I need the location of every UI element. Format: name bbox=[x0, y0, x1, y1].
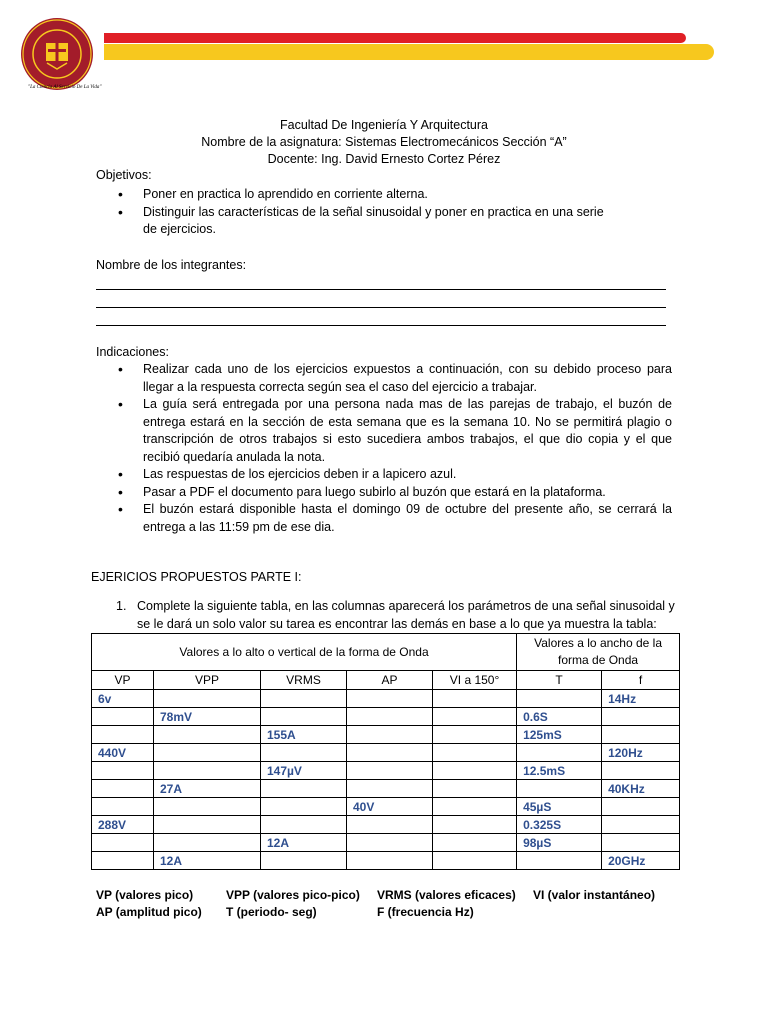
table-cell: 78mV bbox=[154, 708, 261, 726]
table-cell: 14Hz bbox=[602, 690, 680, 708]
table-cell: 12A bbox=[154, 852, 261, 870]
column-header: VPP bbox=[154, 671, 261, 690]
table-cell bbox=[347, 852, 433, 870]
legend-vi: VI (valor instantáneo) bbox=[533, 888, 656, 902]
column-header-row bbox=[92, 671, 680, 690]
group-horizontal-header: Valores a lo ancho de la forma de Onda bbox=[517, 634, 680, 671]
column-header: VRMS bbox=[261, 671, 347, 690]
table-cell: 98µS bbox=[517, 834, 602, 852]
table-cell bbox=[433, 816, 517, 834]
legend-t: T (periodo- seg) bbox=[226, 905, 317, 919]
table-cell bbox=[433, 708, 517, 726]
table-row bbox=[92, 834, 680, 852]
course-title: Nombre de la asignatura: Sistemas Electromecánicos Sección “A” bbox=[201, 135, 567, 149]
table-cell: 12.5mS bbox=[517, 762, 602, 780]
question-number: 1. bbox=[116, 599, 127, 613]
table-row bbox=[92, 726, 680, 744]
members-title: Nombre de los integrantes: bbox=[96, 258, 247, 272]
column-header: VP bbox=[92, 671, 154, 690]
table-row bbox=[92, 762, 680, 780]
table-cell bbox=[92, 780, 154, 798]
table-cell bbox=[433, 852, 517, 870]
table-cell: 440V bbox=[92, 744, 154, 762]
list-item: • Las respuestas de los ejercicios deben ir a lapicero azul. bbox=[118, 466, 672, 484]
table-cell: 45µS bbox=[517, 798, 602, 816]
objectives-list bbox=[118, 186, 618, 239]
table-cell bbox=[154, 744, 261, 762]
table-cell bbox=[261, 852, 347, 870]
table-cell bbox=[517, 690, 602, 708]
table-cell bbox=[154, 690, 261, 708]
table-row bbox=[92, 780, 680, 798]
column-header: AP bbox=[347, 671, 433, 690]
table-cell bbox=[154, 762, 261, 780]
list-item: • La guía será entregada por una persona nada mas de las parejas de trabajo, el buzón de entrega estará en la sección de esta semana que es la semana 10. No se permitirá plagio o transcripción de otros trabajos si esto sucediera ambos trabajos, el que dio copia y el que recibió quedaría anulada la nota. bbox=[118, 396, 672, 466]
table-cell: 288V bbox=[92, 816, 154, 834]
table-cell: 40V bbox=[347, 798, 433, 816]
table-cell: 147µV bbox=[261, 762, 347, 780]
table-cell: 6v bbox=[92, 690, 154, 708]
table-cell bbox=[347, 690, 433, 708]
table-cell: 155A bbox=[261, 726, 347, 744]
table-cell bbox=[517, 852, 602, 870]
table-cell bbox=[602, 798, 680, 816]
table-row bbox=[92, 744, 680, 762]
table-cell bbox=[92, 726, 154, 744]
table-cell bbox=[517, 780, 602, 798]
table-cell: 20GHz bbox=[602, 852, 680, 870]
table-cell bbox=[433, 780, 517, 798]
table-cell bbox=[433, 744, 517, 762]
instructions-list bbox=[118, 361, 672, 536]
table-cell bbox=[433, 798, 517, 816]
member-line-1 bbox=[96, 288, 666, 290]
legend-f: F (frecuencia Hz) bbox=[377, 905, 474, 919]
table-cell bbox=[347, 834, 433, 852]
table-cell bbox=[154, 834, 261, 852]
table-cell bbox=[517, 744, 602, 762]
list-item: • Realizar cada uno de los ejercicios expuestos a continuación, con su debido proceso para llegar a la respuesta correcta según sea el caso del ejercicio a trabajar. bbox=[118, 361, 672, 396]
table-row bbox=[92, 690, 680, 708]
table-cell: 120Hz bbox=[602, 744, 680, 762]
table-cell bbox=[261, 708, 347, 726]
instructions-title: Indicaciones: bbox=[96, 345, 169, 359]
table-cell bbox=[347, 816, 433, 834]
header-band-yellow bbox=[104, 44, 714, 60]
header-band-red bbox=[104, 33, 686, 43]
table-cell: 0.6S bbox=[517, 708, 602, 726]
table-cell bbox=[92, 708, 154, 726]
table-cell: 40KHz bbox=[602, 780, 680, 798]
column-header: T bbox=[517, 671, 602, 690]
table-cell bbox=[433, 690, 517, 708]
table-cell bbox=[154, 816, 261, 834]
logo-motto: "La Ciencia Al Servicio De La Vida" bbox=[28, 85, 102, 90]
list-item: • Poner en practica lo aprendido en corriente alterna. bbox=[118, 186, 618, 204]
faculty-title: Facultad De Ingeniería Y Arquitectura bbox=[279, 118, 488, 132]
university-logo bbox=[19, 16, 95, 92]
table-cell: 12A bbox=[261, 834, 347, 852]
question-1 bbox=[116, 597, 676, 633]
table-cell bbox=[602, 816, 680, 834]
table-row bbox=[92, 798, 680, 816]
table-cell bbox=[602, 762, 680, 780]
table-cell bbox=[347, 780, 433, 798]
member-line-3 bbox=[96, 324, 666, 326]
table-cell bbox=[154, 726, 261, 744]
table-cell: 125mS bbox=[517, 726, 602, 744]
table-cell bbox=[347, 762, 433, 780]
table-cell bbox=[261, 744, 347, 762]
table-cell bbox=[602, 834, 680, 852]
question-text: Complete la siguiente tabla, en las columnas aparecerá los parámetros de una señal sinusoidal y se le dará un solo valor su tarea es encontrar las demás en base a lo que ya muestra la tabla: bbox=[137, 599, 675, 631]
legend-vrms: VRMS (valores eficaces) bbox=[377, 888, 516, 902]
legend-vp: VP (valores pico) bbox=[96, 888, 194, 902]
table-cell bbox=[261, 780, 347, 798]
table-cell bbox=[433, 834, 517, 852]
exercises-title: EJERICIOS PROPUESTOS PARTE I: bbox=[91, 570, 302, 584]
column-header: VI a 150° bbox=[433, 671, 517, 690]
table-row bbox=[92, 708, 680, 726]
group-vertical-header: Valores a lo alto o vertical de la forma de Onda bbox=[92, 634, 517, 671]
member-line-2 bbox=[96, 306, 666, 308]
table-cell bbox=[154, 798, 261, 816]
teacher-name: Docente: Ing. David Ernesto Cortez Pérez bbox=[267, 152, 501, 166]
group-header-row bbox=[92, 634, 680, 671]
table-cell bbox=[433, 726, 517, 744]
table-cell bbox=[433, 762, 517, 780]
legend-ap: AP (amplitud pico) bbox=[96, 905, 202, 919]
table-cell bbox=[92, 852, 154, 870]
table-cell bbox=[92, 834, 154, 852]
table-cell: 27A bbox=[154, 780, 261, 798]
table-cell bbox=[347, 708, 433, 726]
table-cell bbox=[602, 726, 680, 744]
table-cell bbox=[261, 798, 347, 816]
table-cell bbox=[261, 816, 347, 834]
table-cell: 0.325S bbox=[517, 816, 602, 834]
list-item: • El buzón estará disponible hasta el domingo 09 de octubre del presente año, se cerrará la entrega a las 11:59 pm de ese dia. bbox=[118, 501, 672, 536]
column-header: f bbox=[602, 671, 680, 690]
signal-parameters-table bbox=[91, 633, 680, 870]
table-body bbox=[92, 690, 680, 870]
table-cell bbox=[347, 726, 433, 744]
list-item: • Pasar a PDF el documento para luego subirlo al buzón que estará en la plataforma. bbox=[118, 484, 672, 502]
table-row bbox=[92, 816, 680, 834]
list-item: • Distinguir las características de la señal sinusoidal y poner en practica en una serie de ejercicios. bbox=[118, 204, 618, 239]
table-cell bbox=[602, 708, 680, 726]
objectives-title: Objetivos: bbox=[96, 168, 152, 182]
table-cell bbox=[347, 744, 433, 762]
table-cell bbox=[92, 762, 154, 780]
table-cell bbox=[261, 690, 347, 708]
table-cell bbox=[92, 798, 154, 816]
table-row bbox=[92, 852, 680, 870]
legend-vpp: VPP (valores pico-pico) bbox=[226, 888, 360, 902]
